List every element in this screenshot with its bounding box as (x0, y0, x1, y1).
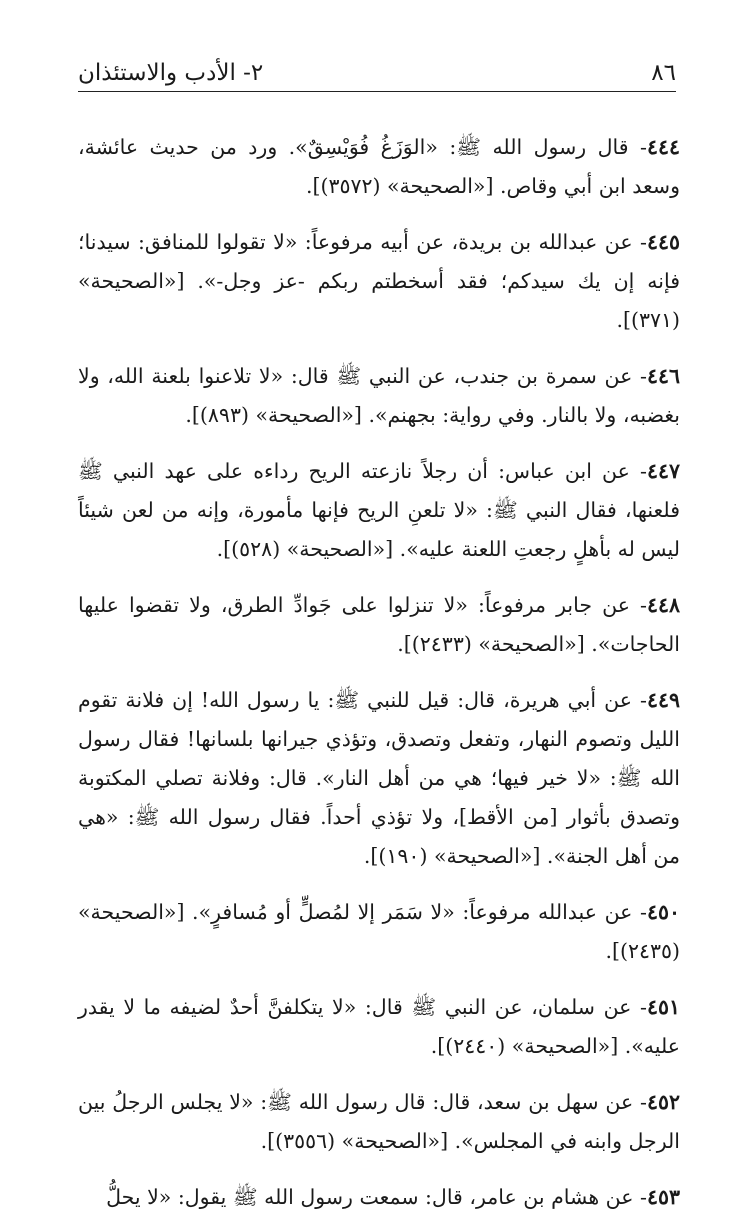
hadith-number: ٤٤٦ (646, 364, 680, 388)
hadith-entry (78, 452, 680, 569)
hadith-text: - عن هشام بن عامر، قال: سمعت رسول الله ﷺ يقول: «لا يحلُّ (106, 1185, 647, 1209)
hadith-entry (78, 357, 680, 435)
hadith-number: ٤٤٨ (646, 593, 680, 617)
hadith-text: - عن أبي هريرة، قال: قيل للنبي ﷺ: يا رسول الله! إن فلانة تقوم الليل وتصوم النهار، وتفعل وتصدق، وتؤذي جيرانها بلسانها! فقال رسول الله ﷺ: «لا خير فيها؛ هي من أهل النار». قال: وفلانة تصلي المكتوبة وتصدق بأثوار [من الأقط]، ولا تؤذي أحداً. فقال رسول الله ﷺ: «هي من أهل الجنة». [«الصحيحة» (١٩٠)]. (78, 688, 680, 868)
page-header (78, 52, 676, 92)
hadith-entry (78, 1178, 680, 1217)
hadith-number: ٤٤٥ (646, 230, 680, 254)
hadith-number: ٤٤٤ (646, 135, 680, 159)
hadith-text: - عن جابر مرفوعاً: «لا تنزلوا على جَوادِّ الطرق، ولا تقضوا عليها الحاجات». [«الصحيحة» (٢٤٣٣)]. (78, 593, 680, 656)
hadith-entry (78, 1083, 680, 1161)
hadith-number: ٤٤٩ (646, 688, 680, 712)
hadith-entry (78, 586, 680, 664)
hadith-number: ٤٥١ (646, 995, 680, 1019)
hadith-entry (78, 681, 680, 876)
hadith-text: - عن سهل بن سعد، قال: قال رسول الله ﷺ: «لا يجلس الرجلُ بين الرجل وابنه في المجلس». [«الصحيحة» (٣٥٥٦)]. (78, 1090, 680, 1153)
page-number: ٨٦ (651, 60, 676, 86)
hadith-number: ٤٥٢ (646, 1090, 680, 1114)
hadith-text: - عن عبدالله بن بريدة، عن أبيه مرفوعاً: «لا تقولوا للمنافق: سيدنا؛ فإنه إن يك سيدكم؛ فقد أسخطتم ربكم -عز وجل-». [«الصحيحة» (٣٧١)]. (78, 230, 680, 332)
hadith-number: ٤٥٣ (646, 1185, 680, 1209)
chapter-title: ٢- الأدب والاستئذان (78, 60, 264, 86)
hadith-text: - قال رسول الله ﷺ: «الوَزَغُ فُوَيْسِقٌ». ورد من حديث عائشة، وسعد ابن أبي وقاص. [«الصحيحة» (٣٥٧٢)]. (78, 135, 680, 198)
hadith-entry (78, 223, 680, 340)
hadith-entry (78, 893, 680, 971)
hadith-entry (78, 128, 680, 206)
hadith-text: - عن ابن عباس: أن رجلاً نازعته الريح رداءه على عهد النبي ﷺ فلعنها، فقال النبي ﷺ: «لا تلعنِ الريح فإنها مأمورة، وإنه من لعن شيئاً ليس له بأهلٍ رجعتِ اللعنة عليه». [«الصحيحة» (٥٢٨)]. (78, 459, 680, 561)
hadith-text: - عن سلمان، عن النبي ﷺ قال: «لا يتكلفنَّ أحدٌ لضيفه ما لا يقدر عليه». [«الصحيحة» (٢٤٤٠)]. (78, 995, 680, 1058)
hadith-number: ٤٤٧ (646, 459, 680, 483)
hadith-entry (78, 988, 680, 1066)
hadith-text: - عن سمرة بن جندب، عن النبي ﷺ قال: «لا تلاعنوا بلعنة الله، ولا بغضبه، ولا بالنار. وفي رواية: بجهنم». [«الصحيحة» (٨٩٣)]. (78, 364, 680, 427)
hadith-list (78, 128, 680, 1217)
hadith-text: - عن عبدالله مرفوعاً: «لا سَمَر إلا لمُصلٍّ أو مُسافرٍ». [«الصحيحة» (٢٤٣٥)]. (78, 900, 680, 963)
hadith-number: ٤٥٠ (646, 900, 680, 924)
